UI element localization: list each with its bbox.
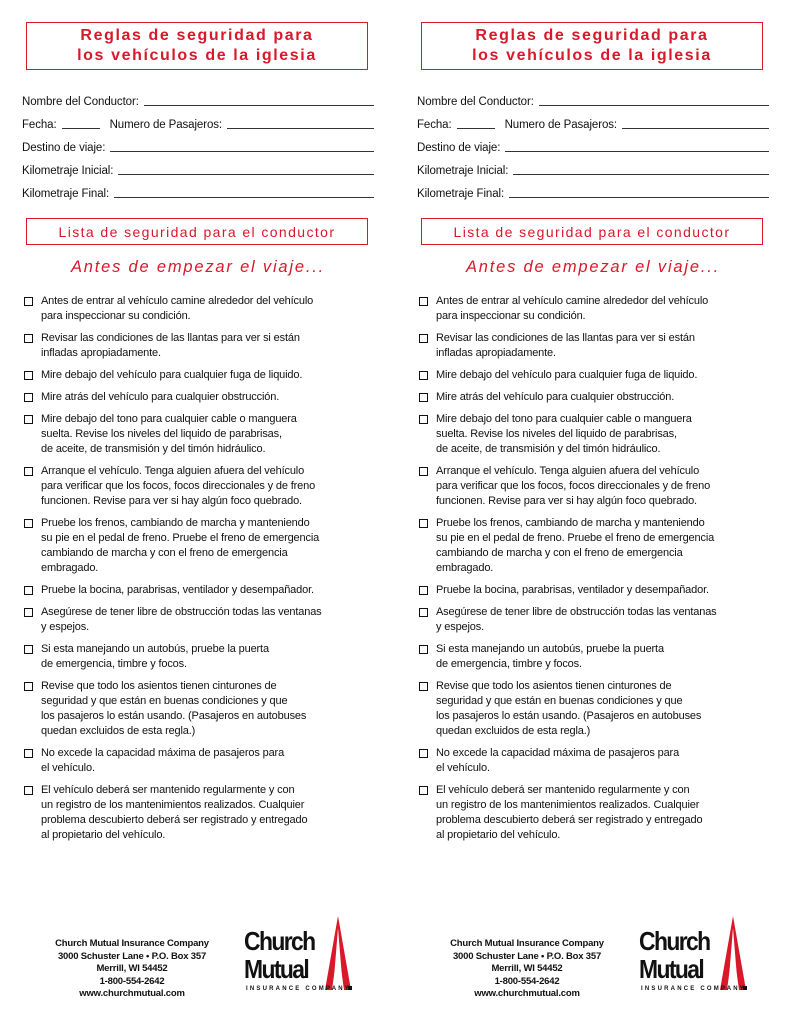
checkbox[interactable] <box>419 608 428 617</box>
checklist-item-text: Revisar las condiciones de las llantas para ver si están infladas apropiadamente. <box>41 332 300 359</box>
checklist-item <box>24 642 374 672</box>
checkbox[interactable] <box>24 608 33 617</box>
document-title-line-1: Reglas de seguridad para <box>80 27 314 44</box>
start-mileage-label: Kilometraje Inicial: <box>417 165 509 177</box>
end-mileage-label: Kilometraje Final: <box>22 188 110 200</box>
checklist-item-text: El vehículo deberá ser mantenido regularmente y con un registro de los mantenimientos realizados. Cualquier problema descubierto deberá ser registrado y entregado al propietario del vehículo. <box>41 784 308 841</box>
date-passengers-row <box>417 111 769 134</box>
checklist-item <box>419 679 769 739</box>
section-subheading: Antes de empezar el viaje... <box>70 258 325 276</box>
destination-row <box>417 134 769 157</box>
checklist-item-text: Asegúrese de tener libre de obstrucción todas las ventanas y espejos. <box>41 606 322 633</box>
start-mileage-blank[interactable] <box>118 174 374 175</box>
checklist-item-text: Mire debajo del tono para cualquier cable o manguera suelta. Revise los niveles del liquido de parabrisas, de aceite, de transmisión y del timón hidráulico. <box>436 413 692 455</box>
checklist-item-text: Revisar las condiciones de las llantas para ver si están infladas apropiadamente. <box>436 332 695 359</box>
destination-label: Destino de viaje: <box>22 142 106 154</box>
checklist-item <box>419 412 769 457</box>
church-mutual-logo <box>244 916 354 1004</box>
logo-tagline: INSURANCE COMPANY <box>641 986 746 992</box>
checkbox[interactable] <box>419 749 428 758</box>
street-address: 3000 Schuster Lane • P.O. Box 357 <box>57 950 207 962</box>
checklist-item <box>24 746 374 776</box>
document-title-line-2: los vehículos de la iglesia <box>77 47 317 64</box>
checklist-item <box>419 294 769 324</box>
checklist-item-text: No excede la capacidad máxima de pasajeros para el vehículo. <box>41 747 285 774</box>
checklist-item <box>24 331 374 361</box>
section-subheading: Antes de empezar el viaje... <box>465 258 720 276</box>
checklist-item-text: Si esta manejando un autobús, pruebe la puerta de emergencia, timbre y focos. <box>436 643 664 670</box>
passenger-count-blank[interactable] <box>622 128 769 129</box>
checkbox[interactable] <box>24 682 33 691</box>
trip-form <box>417 88 769 203</box>
safety-checklist <box>419 294 769 850</box>
date-blank[interactable] <box>62 128 100 129</box>
logo-word-mutual: Mutual <box>244 954 309 984</box>
end-mileage-blank[interactable] <box>114 197 374 198</box>
street-address: 3000 Schuster Lane • P.O. Box 357 <box>452 950 602 962</box>
checkbox[interactable] <box>24 371 33 380</box>
driver-name-label: Nombre del Conductor: <box>417 96 534 108</box>
checklist-item <box>24 605 374 635</box>
trip-form <box>22 88 374 203</box>
checkbox[interactable] <box>24 645 33 654</box>
checklist-item <box>24 390 374 405</box>
checkbox[interactable] <box>419 415 428 424</box>
checklist-item-text: Mire debajo del tono para cualquier cable o manguera suelta. Revise los niveles del liquido de parabrisas, de aceite, de transmisión y del timón hidráulico. <box>41 413 297 455</box>
checklist-item <box>419 368 769 383</box>
checkbox[interactable] <box>419 467 428 476</box>
checkbox[interactable] <box>419 393 428 402</box>
checklist-item <box>24 412 374 457</box>
document-title-line-1: Reglas de seguridad para <box>475 27 709 44</box>
document-title-line-2: los vehículos de la iglesia <box>472 47 712 64</box>
logo-word-church: Church <box>639 926 710 956</box>
checkbox[interactable] <box>24 297 33 306</box>
date-passengers-row <box>22 111 374 134</box>
checklist-item-text: Mire debajo del vehículo para cualquier fuga de liquido. <box>436 369 698 381</box>
checklist-item-text: Revise que todo los asientos tienen cinturones de seguridad y que están en buenas condiciones y que los pasajeros lo están usando. (Pasajeros en autobuses quedan excluidos de esta regla.) <box>41 680 307 737</box>
checklist-item-text: Antes de entrar al vehículo camine alrededor del vehículo para inspeccionar su condición. <box>436 295 709 322</box>
checklist-item <box>24 583 374 598</box>
checklist-item-text: Mire atrás del vehículo para cualquier obstrucción. <box>436 391 675 403</box>
safety-checklist <box>24 294 374 850</box>
checkbox[interactable] <box>419 519 428 528</box>
checklist-item <box>24 368 374 383</box>
checkbox[interactable] <box>24 786 33 795</box>
checkbox[interactable] <box>24 519 33 528</box>
checklist-item <box>24 464 374 509</box>
form-copy-left <box>22 0 374 1024</box>
section-title: Lista de seguridad para el conductor <box>26 218 368 245</box>
phone-number: 1-800-554-2642 <box>99 975 165 987</box>
driver-name-blank[interactable] <box>144 105 374 106</box>
driver-name-label: Nombre del Conductor: <box>22 96 139 108</box>
website-link[interactable]: www.churchmutual.com <box>474 988 580 999</box>
end-mileage-blank[interactable] <box>509 197 769 198</box>
title-box <box>421 22 763 70</box>
checklist-item <box>419 605 769 635</box>
checkbox[interactable] <box>419 682 428 691</box>
checkbox[interactable] <box>419 371 428 380</box>
start-mileage-label: Kilometraje Inicial: <box>22 165 114 177</box>
checklist-item <box>24 516 374 576</box>
church-spire-icon <box>719 916 749 996</box>
checklist-item-text: Pruebe la bocina, parabrisas, ventilador y desempañador. <box>436 584 709 596</box>
checklist-item <box>419 516 769 576</box>
date-blank[interactable] <box>457 128 495 129</box>
footer-address <box>437 938 617 1001</box>
checklist-item <box>419 390 769 405</box>
phone-number: 1-800-554-2642 <box>494 975 560 987</box>
checklist-item-text: Arranque el vehículo. Tenga alguien afuera del vehículo para verificar que los focos, focos direccionales y de freno funcionen. Revise para ver si hay algún foco quebrado. <box>41 465 316 507</box>
checkbox[interactable] <box>24 749 33 758</box>
checklist-item-text: Revise que todo los asientos tienen cinturones de seguridad y que están en buenas condiciones y que los pasajeros lo están usando. (Pasajeros en autobuses quedan excluidos de esta regla.) <box>436 680 702 737</box>
destination-blank[interactable] <box>110 151 374 152</box>
checkbox[interactable] <box>419 786 428 795</box>
end-mileage-row <box>22 180 374 203</box>
checkbox[interactable] <box>24 467 33 476</box>
checklist-item-text: Mire atrás del vehículo para cualquier obstrucción. <box>41 391 280 403</box>
checkbox[interactable] <box>419 645 428 654</box>
checklist-item <box>419 583 769 598</box>
checklist-item <box>24 783 374 843</box>
passenger-count-label: Numero de Pasajeros: <box>109 119 222 131</box>
church-mutual-logo <box>639 916 749 1004</box>
date-label: Fecha: <box>417 119 452 131</box>
driver-name-row <box>22 88 374 111</box>
company-name: Church Mutual Insurance Company <box>55 938 209 949</box>
checklist-item <box>24 679 374 739</box>
church-spire-icon <box>324 916 354 996</box>
checklist-item-text: Asegúrese de tener libre de obstrucción todas las ventanas y espejos. <box>436 606 717 633</box>
checklist-item <box>419 464 769 509</box>
checklist-item <box>419 642 769 672</box>
logo-word-church: Church <box>244 926 315 956</box>
checklist-item <box>419 746 769 776</box>
checkbox[interactable] <box>419 297 428 306</box>
checklist-item <box>24 294 374 324</box>
company-name: Church Mutual Insurance Company <box>450 938 604 949</box>
driver-name-blank[interactable] <box>539 105 769 106</box>
destination-label: Destino de viaje: <box>417 142 501 154</box>
form-copy-right <box>417 0 769 1024</box>
checklist-item-text: Pruebe los frenos, cambiando de marcha y manteniendo su pie en el pedal de freno. Pruebe el freno de emergencia cambiando de marcha y con el freno de emergencia embragado. <box>41 517 320 574</box>
start-mileage-row <box>417 157 769 180</box>
city-state-zip: Merrill, WI 54452 <box>491 963 563 974</box>
website-link[interactable]: www.churchmutual.com <box>79 988 185 999</box>
checkbox[interactable] <box>24 334 33 343</box>
checklist-item-text: Antes de entrar al vehículo camine alrededor del vehículo para inspeccionar su condición. <box>41 295 314 322</box>
checklist-item-text: Mire debajo del vehículo para cualquier fuga de liquido. <box>41 369 303 381</box>
checklist-item-text: Arranque el vehículo. Tenga alguien afuera del vehículo para verificar que los focos, focos direccionales y de freno funcionen. Revise para ver si hay algún foco quebrado. <box>436 465 711 507</box>
start-mileage-blank[interactable] <box>513 174 769 175</box>
logo-word-mutual: Mutual <box>639 954 704 984</box>
checklist-item-text: El vehículo deberá ser mantenido regularmente y con un registro de los mantenimientos realizados. Cualquier problema descubierto deberá ser registrado y entregado al propietario del vehículo. <box>436 784 703 841</box>
checklist-item-text: No excede la capacidad máxima de pasajeros para el vehículo. <box>436 747 680 774</box>
city-state-zip: Merrill, WI 54452 <box>96 963 168 974</box>
checkbox[interactable] <box>24 415 33 424</box>
checklist-item-text: Pruebe la bocina, parabrisas, ventilador y desempañador. <box>41 584 314 596</box>
destination-blank[interactable] <box>505 151 769 152</box>
passenger-count-blank[interactable] <box>227 128 374 129</box>
checkbox[interactable] <box>24 393 33 402</box>
checkbox[interactable] <box>419 334 428 343</box>
checklist-item-text: Pruebe los frenos, cambiando de marcha y manteniendo su pie en el pedal de freno. Pruebe el freno de emergencia cambiando de marcha y con el freno de emergencia embragado. <box>436 517 715 574</box>
driver-name-row <box>417 88 769 111</box>
title-box <box>26 22 368 70</box>
checklist-item-text: Si esta manejando un autobús, pruebe la puerta de emergencia, timbre y focos. <box>41 643 269 670</box>
passenger-count-label: Numero de Pasajeros: <box>504 119 617 131</box>
checklist-item <box>419 783 769 843</box>
logo-tagline: INSURANCE COMPANY <box>246 986 351 992</box>
section-title: Lista de seguridad para el conductor <box>421 218 763 245</box>
date-label: Fecha: <box>22 119 57 131</box>
footer-address <box>42 938 222 1001</box>
checkbox[interactable] <box>24 586 33 595</box>
end-mileage-row <box>417 180 769 203</box>
checklist-item <box>419 331 769 361</box>
start-mileage-row <box>22 157 374 180</box>
destination-row <box>22 134 374 157</box>
end-mileage-label: Kilometraje Final: <box>417 188 505 200</box>
checkbox[interactable] <box>419 586 428 595</box>
